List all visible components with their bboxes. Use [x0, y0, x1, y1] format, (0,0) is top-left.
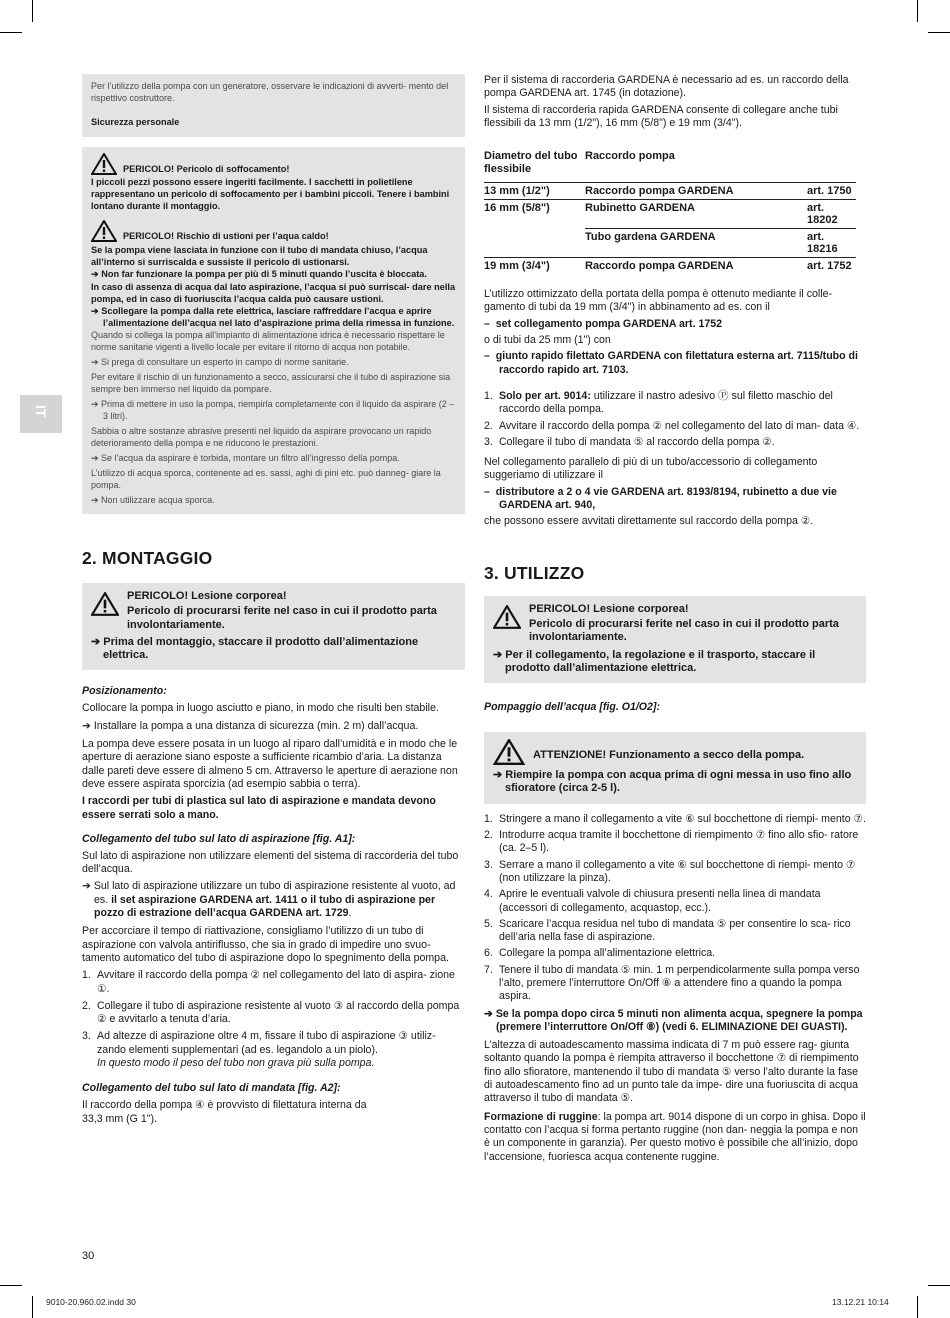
- arrow-icon: ➔: [91, 357, 102, 367]
- list-number: 1.: [484, 812, 493, 825]
- list-item: [484, 888, 866, 915]
- dry-intake-arrow-line: [91, 305, 456, 329]
- arrow-icon: ➔: [493, 648, 506, 661]
- generator-note: Per l’utilizzo della pompa con un generatore, osservare le indicazioni di avverti- mento del rispettivo costruttore.: [91, 81, 449, 103]
- list-text: Collegare il tubo di mandata ⑤ al raccordo della pompa ②.: [499, 435, 775, 448]
- list-item: [484, 947, 866, 960]
- positioning-arrow: Installare la pompa a una distanza di sicurezza (min. 2 m) dall’acqua.: [93, 719, 419, 732]
- dash-item: [484, 318, 866, 331]
- suction-arrow-b: il set aspirazione GARDENA art. 1411 o il tubo di aspirazione per pozzo di estrazione dell’acqua GARDENA art. 1729: [94, 893, 436, 920]
- caution-box: [484, 732, 866, 804]
- warn1-title: PERICOLO! Pericolo di soffocamento!: [123, 164, 290, 174]
- list-text: Introdurre acqua tramite il bocchettone di riempimento ⑦ fino allo sfio- ratore (ca. 2–5 l).: [499, 829, 859, 855]
- delivery-text: Il raccordo della pompa ④ è provvisto di filettatura interna da 33,3 mm (G 1").: [82, 1099, 367, 1125]
- warning-triangle-icon: [493, 739, 525, 765]
- safety-box: [82, 147, 465, 514]
- table-cell-connector: Tubo gardena GARDENA: [585, 229, 807, 258]
- delivery-title: Collegamento del tubo sul lato di mandata [fig. A2]:: [82, 1082, 341, 1095]
- suction-arrow-line: [82, 880, 465, 920]
- list-text: Avvitare il raccordo della pompa ② nel collegamento del lato di man- data ④.: [499, 419, 860, 432]
- crop-mark: [0, 32, 22, 33]
- list-item: [484, 829, 866, 856]
- pumping-title: Pompaggio dell’acqua [fig. O1/O2]:: [484, 701, 660, 714]
- dry-intake-arrow: Scollegare la pompa dalla rete elettrica, lasciare raffreddare l’acqua e aprire l’alimentazione dell’acqua nel lato d’aspirazione prima della rimessa in funzione.: [101, 306, 455, 328]
- language-tab: [20, 395, 62, 433]
- list-text: Ad altezze di aspirazione oltre 4 m, fissare il tubo di aspirazione ③ utiliz- zando elementi supplementari (ad es. legandolo a un piolo).: [97, 1030, 436, 1056]
- montaggio-warn-arrow: Prima del montaggio, staccare il prodotto dall’alimentazione elettrica.: [103, 635, 419, 662]
- parallel-text: Nel collegamento parallelo di più di un tubo/accessorio di collegamento suggeriamo di utilizzare il: [484, 456, 818, 482]
- list-item: [82, 1000, 465, 1027]
- utilizzo-warning: [493, 603, 857, 645]
- dash-item: [484, 486, 866, 513]
- warn2-arrow: Non far funzionare la pompa per più di 5 minuti quando l’uscita è bloccata.: [101, 269, 427, 279]
- table-cell-article: art. 1750: [807, 183, 856, 200]
- list-text: Collegare la pompa all’alimentazione elettrica.: [499, 947, 716, 960]
- utilizzo-arrow-line: [484, 1008, 866, 1035]
- utilizzo-warn-arrow: Per il collegamento, la regolazione e il trasporto, staccare il prodotto dall’alimentazione elettrica.: [505, 648, 816, 674]
- list-text-italic: In questo modo il peso del tubo non grava più sulla pompa.: [97, 1057, 375, 1070]
- footer-file-info: 9010-20.960.02.indd 30: [46, 1297, 136, 1307]
- list-text-wrap: [499, 390, 866, 417]
- arrow-icon: ➔: [91, 495, 102, 505]
- list-item: [484, 918, 866, 945]
- list-text: Aprire le eventuali valvole di chiusura presenti nella linea di mandata (accessori di collegamento, acquastop, ecc.).: [499, 888, 821, 914]
- placement-bold: I raccordi per tubi di plastica sul lato di aspirazione e mandata devono essere serrati solo a mano.: [82, 795, 436, 821]
- crop-mark: [32, 1296, 33, 1318]
- page-number: 30: [82, 1250, 95, 1262]
- list-item: [484, 390, 866, 417]
- crop-mark: [928, 32, 950, 33]
- warn2-title: PERICOLO! Rischio di ustioni per l’aqua caldo!: [123, 231, 329, 241]
- dash-text: distributore a 2 o 4 vie GARDENA art. 8193/8194, rubinetto a due vie GARDENA art. 940,: [495, 485, 837, 512]
- list-item: [484, 813, 866, 826]
- crop-mark: [917, 0, 918, 22]
- warning-suffocation: [91, 153, 456, 175]
- suction-title: Collegamento del tubo sul lato di aspirazione [fig. A1]:: [82, 832, 356, 845]
- list-number: 6.: [484, 947, 493, 960]
- section-heading-montaggio: 2. MONTAGGIO: [82, 548, 213, 568]
- montaggio-warning-box: [82, 583, 465, 670]
- list-text: Scaricare l’acqua residua nel tubo di mandata ⑤ per consentire lo sca- rico dell’aria nella fase di aspirazione.: [499, 917, 851, 944]
- sand-arrow: Se l’acqua da aspirare è torbida, montare un filtro all’ingresso della pompa.: [101, 453, 400, 463]
- table-header-article: [807, 148, 856, 183]
- warning-triangle-icon: [91, 153, 117, 175]
- list-text: Stringere a mano il collegamento a vite ⑥ sul bocchettone di riempi- mento ⑦.: [499, 812, 866, 825]
- rust-paragraph: [484, 1111, 866, 1164]
- water-supply-arrow: Si prega di consultare un esperto in campo di norme sanitarie.: [101, 357, 349, 367]
- arrow-icon: ➔: [493, 769, 506, 782]
- suction-note: Per accorciare il tempo di riattivazione, consigliamo l’utilizzo di un tubo di aspirazione con valvola antiriflusso, che sia in grado di impedire uno svuo- tamento automatico del tubo di aspirazione dopo lo spegnimento della pompa.: [82, 925, 449, 964]
- warn2-arrow-line: [91, 268, 456, 280]
- warn1-text: I piccoli pezzi possono essere ingeriti facilmente. I sacchetti in polietilene rappresentano un pericolo di soffocamento per i bambini piccoli. Tenere i bambini lontano durante il montaggio.: [91, 177, 450, 211]
- warning-triangle-icon: [91, 220, 117, 242]
- intro-box: [82, 74, 465, 137]
- list-item: [484, 859, 866, 886]
- list-number: 2.: [484, 419, 493, 432]
- dry-run-arrow-line: [91, 398, 456, 422]
- list-text: Collegare il tubo di aspirazione resistente al vuoto ③ al raccordo della pompa ② e avvitarlo a tenuta d’aria.: [97, 999, 460, 1026]
- arrow-icon: ➔: [91, 399, 102, 409]
- caution-arrow-line: [493, 769, 857, 796]
- arrow-icon: ➔: [91, 453, 102, 463]
- crop-mark: [32, 0, 33, 22]
- list-item: [82, 969, 465, 996]
- language-tab-label: IT: [33, 405, 49, 418]
- pump-connector-table: [484, 148, 856, 274]
- montaggio-warn-text: Pericolo di procurarsi ferite nel caso in cui il prodotto parta involontariamente.: [127, 605, 437, 631]
- arrow-icon: ➔: [484, 1007, 496, 1020]
- suction-arrow-c: .: [348, 907, 352, 920]
- list-number: 4.: [484, 888, 493, 901]
- montaggio-warn-title: PERICOLO! Lesione corporea!: [127, 590, 287, 602]
- dash-text: giunto rapido filettato GARDENA con filettatura esterna art. 7115/tubo di raccordo rapido art. 7103.: [495, 350, 858, 376]
- arrow-icon: ➔: [82, 719, 94, 732]
- list-text: Tenere il tubo di mandata ⑤ min. 1 m perpendicolarmente sulla pompa verso l’alto, premere l’interruttore On/Off ⑧ a attendere fino a quando la pompa aspira.: [499, 963, 860, 1003]
- list-text-bold: Solo per art. 9014:: [499, 389, 591, 402]
- sand-arrow-line: [91, 452, 456, 464]
- table-cell-article: art. 18202: [807, 200, 856, 229]
- arrow-icon: ➔: [91, 635, 104, 648]
- table-cell-diameter: [484, 229, 585, 258]
- dash-item: [484, 350, 866, 377]
- list-item: [82, 1030, 465, 1070]
- table-cell-article: art. 1752: [807, 258, 856, 275]
- warning-triangle-icon: [91, 592, 119, 616]
- utilizzo-arrow: Se la pompa dopo circa 5 minuti non alimenta acqua, spegnere la pompa (premere l’interruttore On/Off ⑧) (vedi 6. ELIMINAZIONE DEI GUASTI).: [495, 1007, 863, 1033]
- crop-mark: [928, 1285, 950, 1286]
- table-cell-diameter: 19 mm (3/4"): [484, 258, 585, 275]
- list-number: 2.: [82, 999, 91, 1012]
- rust-bold: Formazione di ruggine: [484, 1110, 598, 1123]
- arrow-icon: ➔: [82, 880, 94, 893]
- table-cell-connector: Raccordo pompa GARDENA: [585, 183, 807, 200]
- table-header-row: [484, 148, 856, 183]
- caution-warning: [493, 739, 857, 765]
- dash-icon: –: [484, 317, 496, 330]
- table-row: [484, 229, 856, 258]
- dash-text: set collegamento pompa GARDENA art. 1752: [495, 317, 723, 330]
- positioning-text: Collocare la pompa in luogo asciutto e piano, in modo che risulti ben stabile.: [82, 702, 439, 715]
- table-header-connector: Raccordo pompa: [585, 150, 675, 163]
- table-cell-connector: Rubinetto GARDENA: [585, 200, 807, 229]
- utilizzo-warning-box: [484, 596, 866, 683]
- table-row: [484, 183, 856, 200]
- table-cell-diameter: 13 mm (1/2"): [484, 183, 585, 200]
- water-supply-arrow-line: [91, 356, 456, 368]
- footer-date: 13.12.21 10:14: [832, 1297, 889, 1307]
- table-cell-diameter: 16 mm (5/8"): [484, 200, 585, 229]
- dirty-water-text: L’utilizzo di acqua sporca, contenente ad es. sassi, aghi di pini etc. può danneg- giare la pompa.: [91, 468, 441, 490]
- optimal-flow-text: L’utilizzo ottimizzato della portata della pompa è ottenuto mediante il colle- gamento di tubi da 19 mm (3/4") in abbinamento ad es. con il: [484, 288, 833, 314]
- table-header-diameter: Diametro del tubo flessibile: [484, 150, 578, 176]
- montaggio-warn-arrow-line: [91, 636, 456, 663]
- arrow-icon: ➔: [91, 269, 102, 279]
- list-text: Serrare a mano il collegamento a vite ⑥ sul bocchettone di riempi- mento ⑦ (non utilizzare la pinza).: [499, 858, 856, 884]
- list-text-wrap: [97, 1030, 465, 1070]
- right-intro-p2: Il sistema di raccorderia rapida GARDENA consente di collegare anche tubi flessibili da 13 mm (1/2"), 16 mm (5/8") e 19 mm (3/4").: [484, 103, 838, 129]
- personal-safety-title: Sicurezza personale: [91, 117, 180, 127]
- suction-text: Sul lato di aspirazione non utilizzare elementi del sistema di raccorderia del tubo dell’acqua.: [82, 849, 459, 876]
- list-number: 5.: [484, 917, 493, 930]
- self-priming-text: L’altezza di autoadescamento massima indicata di 7 m può essere rag- giunta soltanto quando la pompa è riempita attraverso il bocchettone ⑦ di riempimento fino allo sfioratore, mantenendo il tubo di mandata ⑤ verso l’alto durante la fase di autoadescamento fino ad un punto tale da impe- dire una fuoriuscita di acqua attraverso il tubo di mandata ⑤.: [484, 1039, 859, 1105]
- table-cell-article: art. 18216: [807, 229, 856, 258]
- or-25-text: o di tubi da 25 mm (1") con: [484, 334, 611, 347]
- dry-run-text: Per evitare il rischio di un funzionamento a secco, assicurarsi che il tubo di aspirazione sia sempre ben immerso nel liquido da pompare.: [91, 372, 451, 394]
- table-cell-connector: Raccordo pompa GARDENA: [585, 258, 807, 275]
- dry-run-arrow: Prima di mettere in uso la pompa, riempirla completamente con il liquido da aspirare (2 – 3 litri).: [101, 399, 455, 421]
- list-item: [484, 436, 866, 449]
- list-number: 1.: [484, 389, 493, 402]
- dirty-water-arrow: Non utilizzare acqua sporca.: [101, 495, 215, 505]
- left-column: [82, 74, 465, 1126]
- suction-arrow-a: Sul lato di aspirazione utilizzare un tubo di aspirazione resistente al vuoto, ad es.: [93, 880, 456, 906]
- right-intro-p1: Per il sistema di raccorderia GARDENA è necessario ad es. un raccordo della pompa GARDENA art. 1745 (in dotazione).: [484, 74, 849, 100]
- caution-arrow: Riempire la pompa con acqua prima di ogni messa in uso fino allo sfioratore (circa 2-5 l).: [505, 769, 852, 795]
- dirty-water-arrow-line: [91, 494, 456, 506]
- list-number: 3.: [484, 858, 493, 871]
- screwed-text: che possono essere avvitati direttamente sul raccordo della pompa ②.: [484, 515, 814, 528]
- list-number: 2.: [484, 829, 493, 842]
- list-text: utilizzare il nastro adesivo Ⓟ sul filetto maschio del raccordo della pompa.: [499, 389, 833, 416]
- table-row: [484, 258, 856, 275]
- list-item: [484, 964, 866, 1004]
- dry-intake-text: In caso di assenza di acqua dal lato aspirazione, l’acqua si può surriscal- dare nella pompa, ed in caso di fuoriuscita l’acqua calda può causare ustioni.: [91, 282, 456, 304]
- section-heading-utilizzo: 3. UTILIZZO: [484, 562, 585, 583]
- positioning-title: Posizionamento:: [82, 685, 167, 698]
- warning-burns: [91, 220, 456, 242]
- list-number: 3.: [484, 435, 493, 448]
- list-text: Avvitare il raccordo della pompa ② nel collegamento del lato di aspira- zione ①.: [97, 969, 455, 995]
- warning-triangle-icon: [493, 605, 521, 629]
- warn2-text: Se la pompa viene lasciata in funzione con il tubo di mandata chiuso, l’acqua all’interno si surriscalda e sussiste il pericolo di ustionarsi.: [91, 245, 428, 267]
- crop-mark: [917, 1296, 918, 1318]
- utilizzo-warn-text: Pericolo di procurarsi ferite nel caso in cui il prodotto parta involontariamente.: [529, 617, 839, 644]
- utilizzo-warn-title: PERICOLO! Lesione corporea!: [529, 602, 689, 615]
- list-item: [484, 420, 866, 433]
- dash-icon: –: [484, 485, 496, 498]
- crop-mark: [0, 1285, 22, 1286]
- utilizzo-warn-arrow-line: [493, 649, 857, 676]
- list-number: 7.: [484, 963, 493, 976]
- list-number: 3.: [82, 1030, 91, 1043]
- positioning-arrow-line: [82, 720, 465, 733]
- right-column: [484, 74, 866, 1164]
- dash-icon: –: [484, 350, 496, 363]
- water-supply-text: Quando si collega la pompa all’impianto di alimentazione idrica è necessario rispettare le norme sanitarie vigenti a livello locale per evitare il ritorno di acqua non potabile.: [91, 330, 445, 352]
- placement-text: La pompa deve essere posata in un luogo al riparo dall’umidità e in modo che le aperture di aerazione siano esposte a sufficiente ricambio d’aria. La distanza dalle pareti deve essere di almeno 5 cm. Attraverso le aperture di aerazione non deve essere aspirata sporcizia (ad esempio sabbia o terra).: [82, 738, 458, 790]
- montaggio-warning: [91, 590, 456, 632]
- table-row: [484, 200, 856, 229]
- sand-text: Sabbia o altre sostanze abrasive presenti nel liquido da aspirare provocano un rapido deterioramento della pompa e ne riducono le prestazioni.: [91, 426, 432, 448]
- rust-text: : la pompa art. 9014 dispone di un corpo in ghisa. Dopo il contatto con l’acqua si forma pertanto ruggine (non dan- neggia la pompa e non è un componente in garanzia). Per questo motivo è possibile che all’inizio, dopo l’accensione, fuoriesca acqua contenente ruggine.: [484, 1110, 866, 1163]
- arrow-icon: ➔: [91, 306, 102, 316]
- caution-title: ATTENZIONE! Funzionamento a secco della pompa.: [533, 749, 805, 762]
- list-number: 1.: [82, 969, 91, 982]
